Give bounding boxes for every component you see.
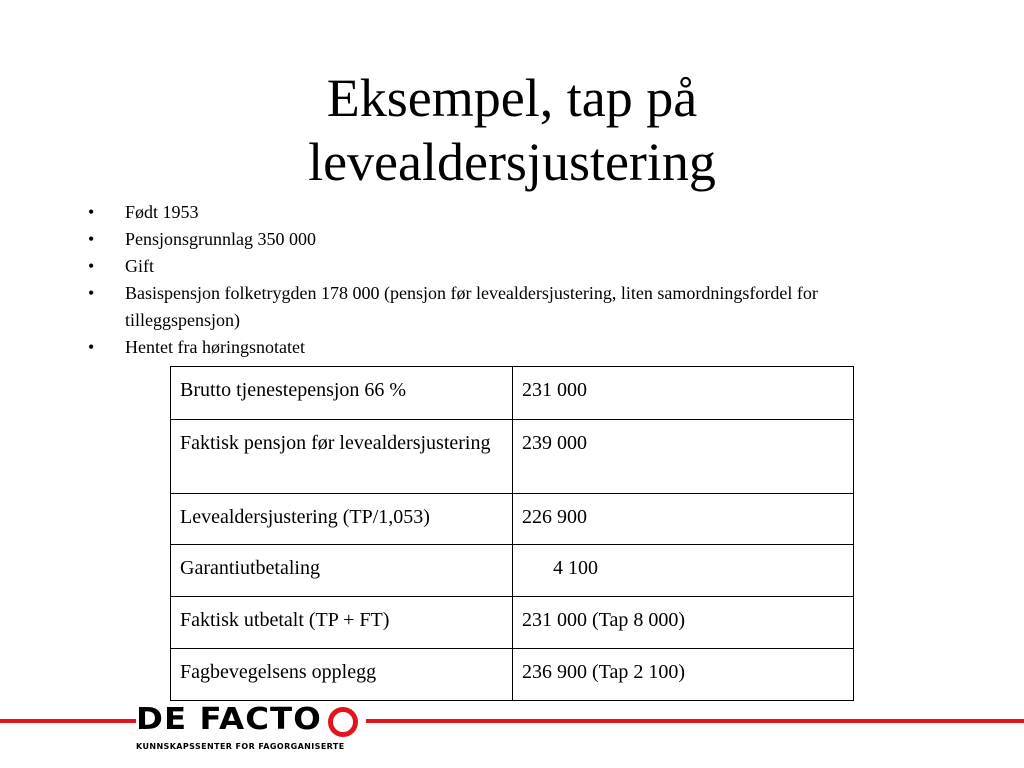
table-row bbox=[171, 545, 854, 597]
row-value: 239 000 bbox=[513, 420, 854, 494]
table-row bbox=[171, 367, 854, 420]
row-value: 231 000 (Tap 8 000) bbox=[513, 597, 854, 649]
bullet-item bbox=[88, 199, 848, 226]
bullet-text: Hentet fra høringsnotatet bbox=[125, 337, 305, 357]
row-label: Faktisk pensjon før levealdersjustering bbox=[171, 420, 513, 494]
bullet-item bbox=[88, 280, 848, 334]
row-label: Faktisk utbetalt (TP + FT) bbox=[171, 597, 513, 649]
bullet-icon: • bbox=[88, 229, 95, 249]
row-value: 226 900 bbox=[513, 494, 854, 545]
table-row bbox=[171, 649, 854, 701]
table-row bbox=[171, 420, 854, 494]
bullet-item bbox=[88, 334, 848, 361]
de-facto-logo bbox=[136, 702, 366, 754]
bullet-text: Basispensjon folketrygden 178 000 (pensjon før levealdersjustering, liten samordningsfordel for tilleggspensjon) bbox=[125, 283, 818, 330]
slide-title-line-2: levealdersjustering bbox=[308, 132, 716, 192]
row-label: Brutto tjenestepensjon 66 % bbox=[171, 367, 513, 420]
bullet-item bbox=[88, 253, 848, 280]
table-row bbox=[171, 597, 854, 649]
logo-ring-icon bbox=[328, 707, 358, 737]
bullet-item bbox=[88, 226, 848, 253]
bullet-icon: • bbox=[88, 256, 95, 276]
bullet-icon: • bbox=[88, 283, 95, 303]
logo-tagline: KUNNSKAPSSENTER FOR FAGORGANISERTE bbox=[136, 742, 345, 751]
bullet-text: Født 1953 bbox=[125, 202, 199, 222]
logo-wordmark: DE FACTO bbox=[136, 702, 322, 737]
slide-title bbox=[0, 66, 1024, 194]
row-label: Fagbevegelsens opplegg bbox=[171, 649, 513, 701]
row-value: 4 100 bbox=[513, 545, 854, 597]
row-label: Levealdersjustering (TP/1,053) bbox=[171, 494, 513, 545]
slide-title-line-1: Eksempel, tap på bbox=[326, 68, 698, 128]
row-value: 231 000 bbox=[513, 367, 854, 420]
table-row bbox=[171, 494, 854, 545]
bullet-text: Pensjonsgrunnlag 350 000 bbox=[125, 229, 316, 249]
bullet-icon: • bbox=[88, 202, 95, 222]
bullet-text: Gift bbox=[125, 256, 154, 276]
row-label: Garantiutbetaling bbox=[171, 545, 513, 597]
row-value: 236 900 (Tap 2 100) bbox=[513, 649, 854, 701]
bullet-icon: • bbox=[88, 337, 95, 357]
pension-table bbox=[170, 366, 854, 701]
bullet-list bbox=[88, 199, 848, 361]
